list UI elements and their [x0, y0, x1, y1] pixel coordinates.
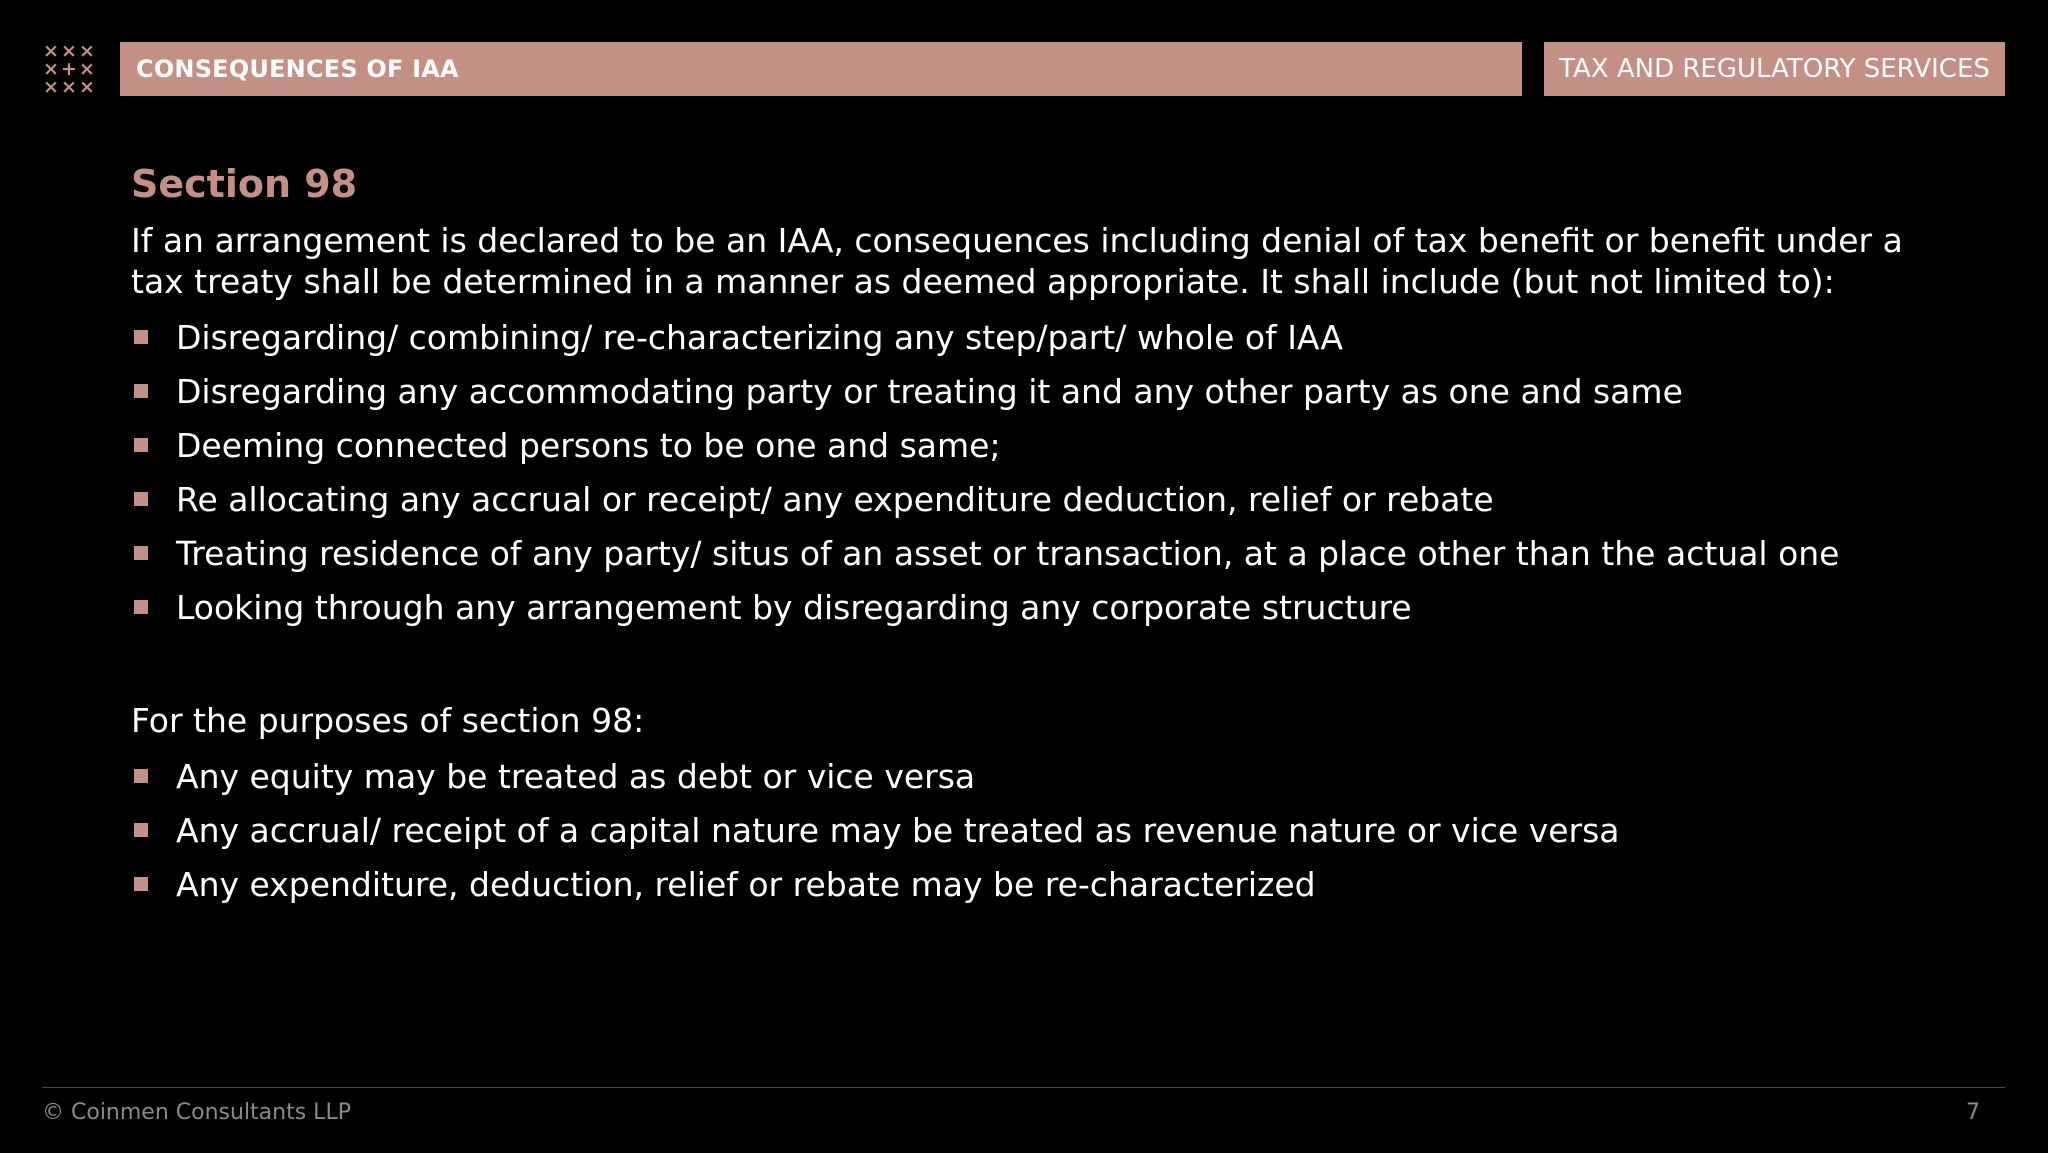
- page-number: 7: [1966, 1100, 1980, 1125]
- logo-mark: ×: [43, 76, 59, 98]
- list-item: [131, 310, 1931, 364]
- square-bullet-icon: [134, 492, 148, 506]
- logo-mark: ×: [79, 40, 95, 62]
- logo-mark: ×: [43, 58, 59, 80]
- square-bullet-icon: [134, 546, 148, 560]
- square-bullet-icon: [134, 877, 148, 891]
- purposes-intro: For the purposes of section 98:: [131, 701, 645, 740]
- list-item: [131, 749, 1931, 803]
- logo-mark: ×: [43, 40, 59, 62]
- section-heading: Section 98: [131, 162, 358, 206]
- list-item: [131, 857, 1931, 911]
- list-item-text: Disregarding any accommodating party or treating it and any other party as one and same: [176, 371, 1683, 411]
- list-item: [131, 418, 1931, 472]
- square-bullet-icon: [134, 769, 148, 783]
- list-item-text: Re allocating any accrual or receipt/ any expenditure deduction, relief or rebate: [176, 479, 1494, 519]
- list-item-text: Any expenditure, deduction, relief or rebate may be re-characterized: [176, 864, 1316, 904]
- slide-title: CONSEQUENCES OF IAA: [136, 55, 459, 83]
- logo-mark: +: [61, 58, 77, 80]
- slide-title-bar: [120, 42, 1522, 96]
- list-item-text: Disregarding/ combining/ re-characterizing any step/part/ whole of IAA: [176, 317, 1343, 357]
- cross-grid-logo-icon: [42, 42, 98, 96]
- list-item-text: Any accrual/ receipt of a capital nature may be treated as revenue nature or vice versa: [176, 810, 1620, 850]
- list-item: [131, 803, 1931, 857]
- list-item: [131, 472, 1931, 526]
- square-bullet-icon: [134, 330, 148, 344]
- intro-paragraph: If an arrangement is declared to be an IAA, consequences including denial of tax benefit or benefit under a tax treaty shall be determined in a manner as deemed appropriate. It shall include (but not limited to):: [131, 221, 1903, 301]
- service-label: TAX AND REGULATORY SERVICES: [1559, 54, 1990, 84]
- square-bullet-icon: [134, 600, 148, 614]
- consequences-list: [131, 310, 1931, 634]
- logo-mark: ×: [61, 76, 77, 98]
- list-item: [131, 580, 1931, 634]
- list-item: [131, 526, 1931, 580]
- footer-divider: [42, 1087, 2005, 1088]
- footer-copyright: © Coinmen Consultants LLP: [42, 1100, 351, 1125]
- list-item-text: Deeming connected persons to be one and same;: [176, 425, 1001, 465]
- slide-content: [131, 160, 1931, 911]
- logo-mark: ×: [79, 76, 95, 98]
- list-item: [131, 364, 1931, 418]
- service-label-box: [1544, 42, 2005, 96]
- square-bullet-icon: [134, 823, 148, 837]
- purposes-list: [131, 749, 1931, 911]
- section-spacer: [131, 634, 1931, 700]
- list-item-text: Looking through any arrangement by disregarding any corporate structure: [176, 587, 1412, 627]
- logo-mark: ×: [61, 40, 77, 62]
- logo-mark: ×: [79, 58, 95, 80]
- list-item-text: Any equity may be treated as debt or vice versa: [176, 756, 976, 796]
- list-item-text: Treating residence of any party/ situs of an asset or transaction, at a place other than the actual one: [176, 533, 1840, 573]
- square-bullet-icon: [134, 438, 148, 452]
- square-bullet-icon: [134, 384, 148, 398]
